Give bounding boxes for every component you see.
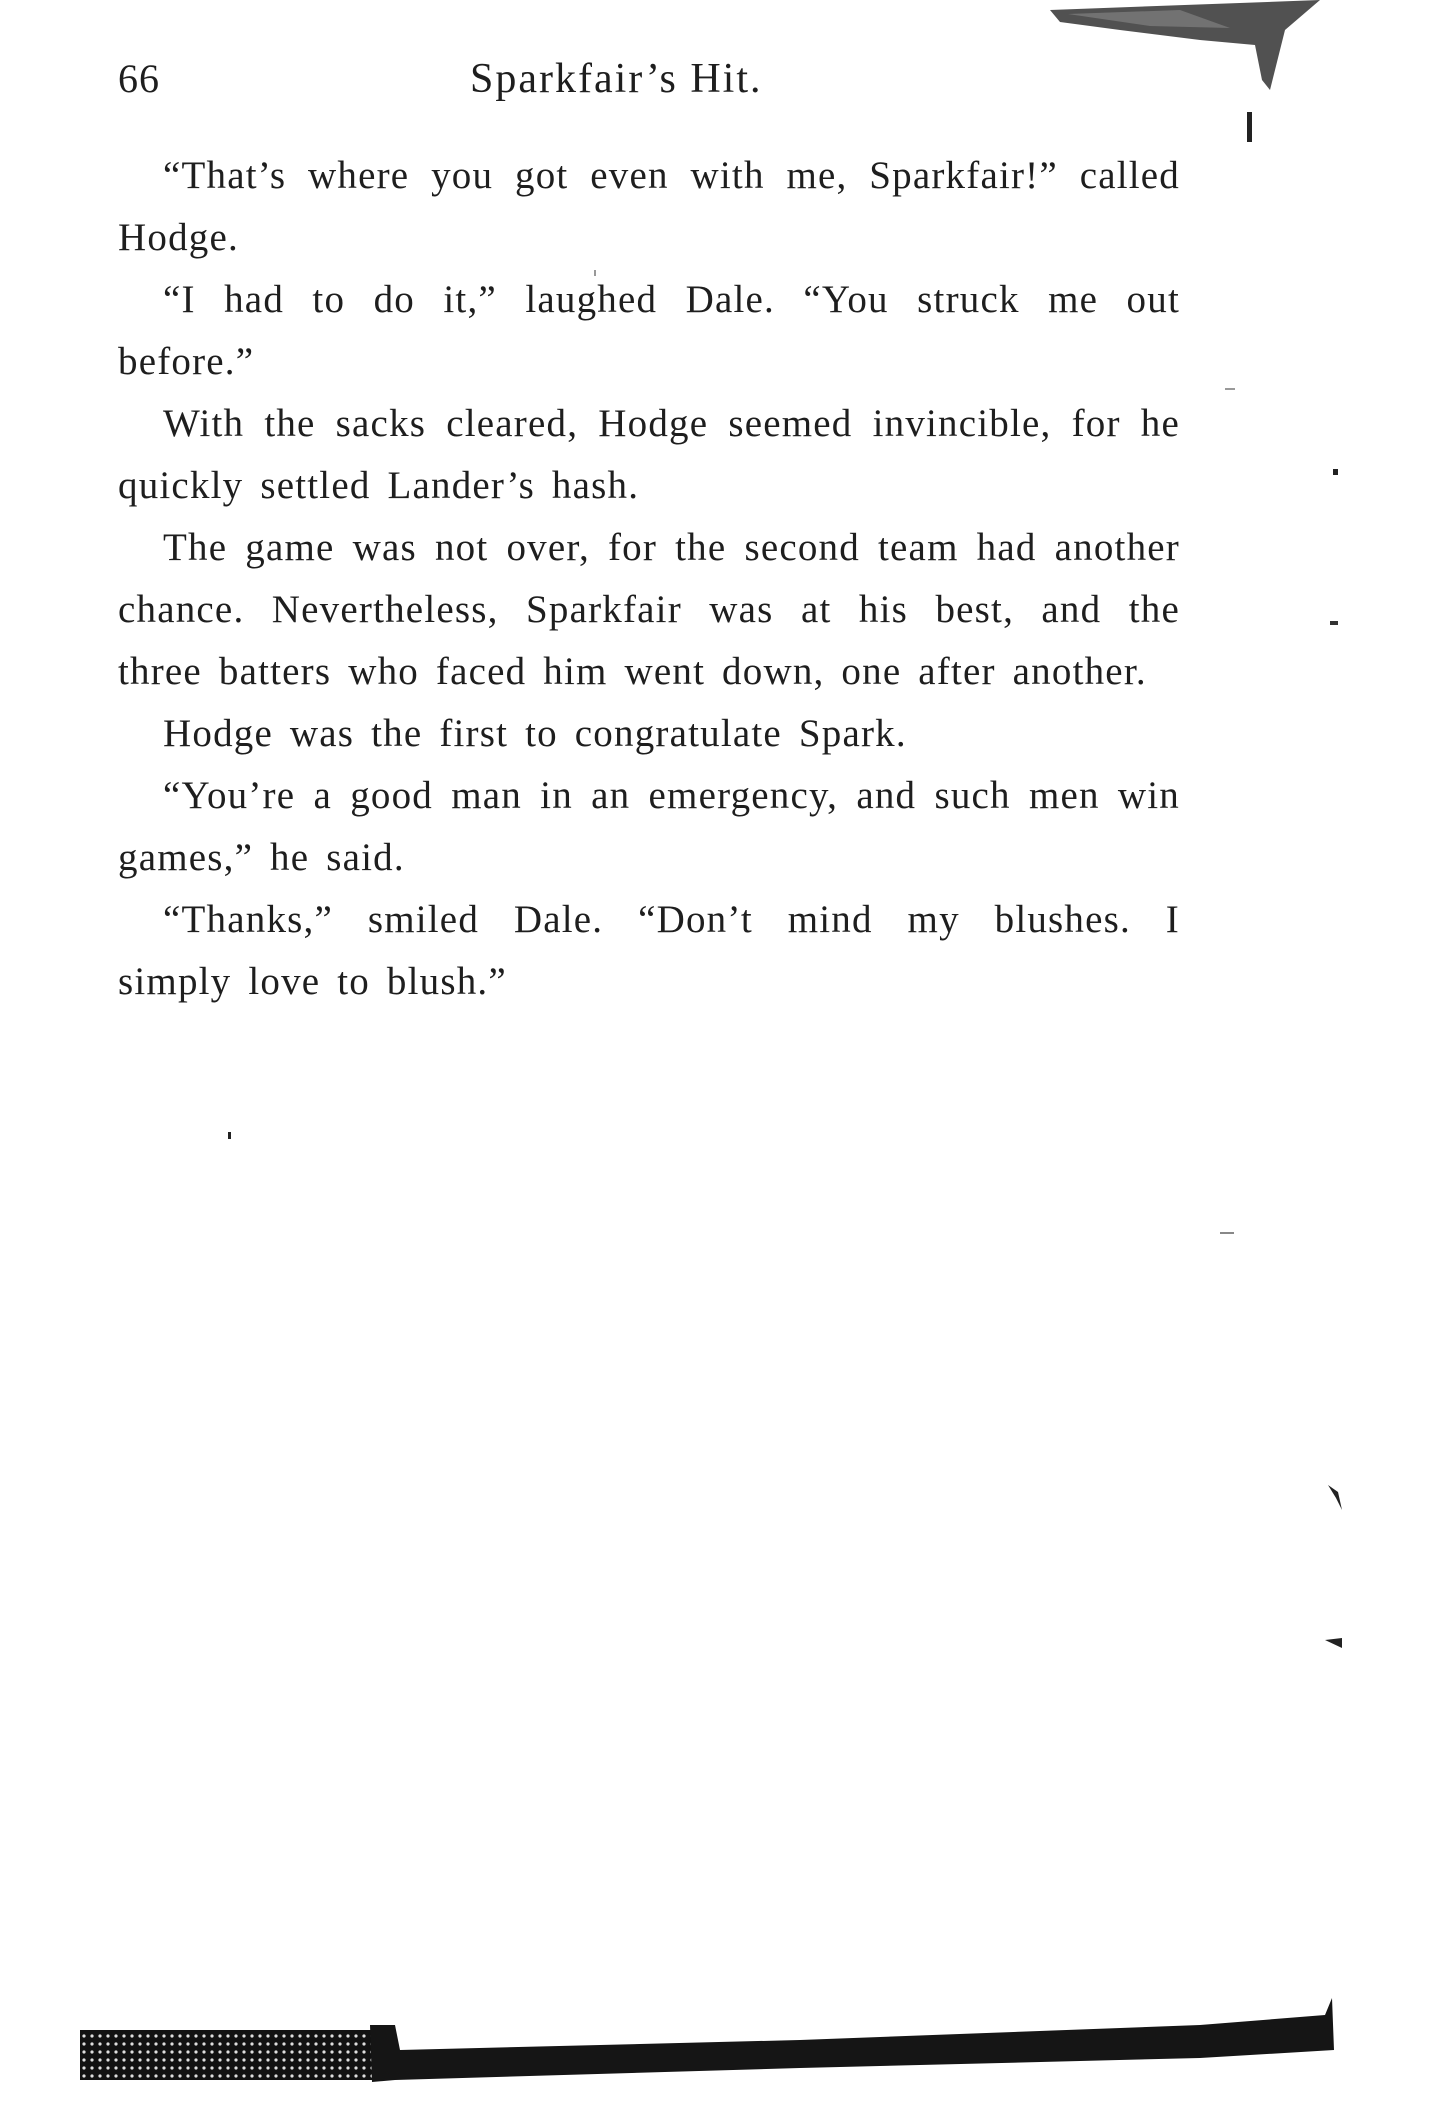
running-title: Sparkfair’s Hit.: [470, 56, 763, 102]
paragraph-5: Hodge was the first to congratulate Spark.: [163, 712, 907, 755]
body-text: [118, 145, 1180, 1013]
paragraph-6: “You’re a good man in an emergency, and such men win games,” he said.: [118, 774, 1180, 879]
paragraph-2: “I had to do it,” laughed Dale. “You struck me out before.”: [118, 278, 1180, 383]
paragraph-7: “Thanks,” smiled Dale. “Don’t mind my blushes. I simply love to blush.”: [118, 898, 1180, 1003]
page-number: 66: [118, 56, 160, 101]
bottom-dotted-strip: [80, 2030, 380, 2080]
paragraph-3: With the sacks cleared, Hodge seemed invincible, for he quickly settled Lander’s hash.: [118, 402, 1180, 507]
paragraph-4: The game was not over, for the second team had another chance. Nevertheless, Sparkfair was at his best, and the three batters who faced him went down, one after another.: [118, 526, 1180, 693]
page-header: [118, 55, 1178, 115]
paragraph-1: “That’s where you got even with me, Sparkfair!” called Hodge.: [118, 154, 1180, 259]
bottom-binding-bar: [370, 1998, 1334, 2082]
